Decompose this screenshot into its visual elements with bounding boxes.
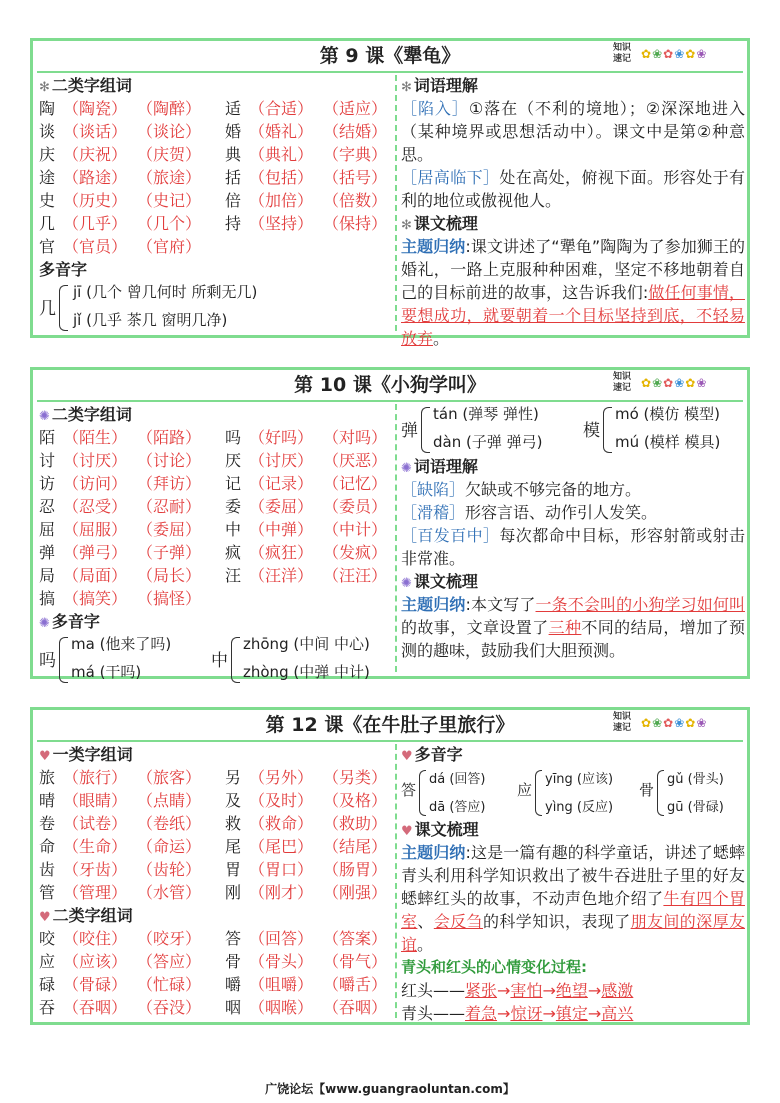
brace-icon — [231, 637, 240, 683]
word-group: （咽喉） — [249, 998, 314, 1017]
polyphone-reading: yīng (应该) — [545, 772, 614, 787]
character: 旅 — [39, 768, 56, 787]
word-group: （及格） — [323, 791, 388, 810]
word-group: （肠胃） — [323, 860, 388, 879]
character: 弹 — [39, 543, 56, 562]
deco-badge — [613, 43, 741, 69]
word-row — [39, 812, 391, 835]
word-group: （括号） — [323, 168, 388, 187]
word-group: （吞咽） — [323, 998, 388, 1017]
word-group: （官府） — [137, 237, 202, 256]
word-group: （谈论） — [137, 122, 202, 141]
word-group: （卷纸） — [137, 814, 202, 833]
word-group: （搞怪） — [137, 589, 202, 608]
section-heading: ✻ 二类字组词 — [39, 76, 132, 95]
word-group: （委员） — [323, 497, 388, 516]
section-heading: ✻ 词语理解 — [401, 76, 478, 95]
polyphone-char: 弹 — [401, 421, 418, 441]
word-row — [39, 166, 391, 189]
word-group: （弹弓） — [63, 543, 128, 562]
brace-icon — [419, 770, 426, 816]
character: 厌 — [225, 451, 242, 470]
word-group: （谈话） — [63, 122, 128, 141]
character: 访 — [39, 474, 56, 493]
character: 卷 — [39, 814, 56, 833]
word-group: （吞咽） — [63, 998, 128, 1017]
word-group-list — [39, 766, 391, 904]
word-row — [39, 426, 391, 449]
word-group-list — [39, 97, 391, 258]
word-group: （几乎） — [63, 214, 128, 233]
word-group-list — [39, 426, 391, 610]
polyphone-reading: tán (弹琴 弹性) — [433, 405, 539, 423]
lesson-10-title: 第 10 课《小狗学叫》 — [294, 374, 486, 396]
word-row — [39, 518, 391, 541]
word-row — [39, 587, 391, 610]
arrow-icon: → — [542, 1004, 556, 1023]
word-group: （救命） — [249, 814, 314, 833]
word-group: （旅客） — [137, 768, 202, 787]
word-group: （尾巴） — [249, 837, 314, 856]
green-head-mood-row: 青头——着急→惊讶→镇定→高兴 — [401, 1004, 634, 1023]
brace-icon — [59, 285, 68, 331]
word-group: （管理） — [63, 883, 128, 902]
character: 记 — [225, 474, 242, 493]
polyphone-reading: dá (回答) — [429, 772, 486, 787]
section-heading: ♥ 二类字组词 — [39, 906, 133, 925]
mood-heading: 青头和红头的心情变化过程: — [401, 958, 587, 976]
word-group: （嚼舌） — [323, 975, 388, 994]
polyphone-reading: dā (答应) — [429, 800, 486, 815]
sun-icon: ✺ — [39, 616, 50, 631]
word-group: （讨厌） — [63, 451, 128, 470]
word-row — [39, 235, 391, 258]
word-group: （记录） — [249, 474, 314, 493]
word-group: （齿轮） — [137, 860, 202, 879]
word-group-list — [39, 927, 391, 1019]
character: 答 — [225, 929, 242, 948]
flower-decoration-icon: ✿❀✿❀✿❀ — [641, 716, 708, 730]
polyphone-reading: zhòng (中弹 中计) — [243, 663, 370, 681]
word-group: （应该） — [63, 952, 128, 971]
polyphone-char: 骨 — [639, 781, 655, 799]
character: 忍 — [39, 497, 56, 516]
lesson-10-card — [30, 367, 750, 679]
word-group: （合适） — [249, 99, 314, 118]
word-group: （刚强） — [323, 883, 388, 902]
character: 咬 — [39, 929, 56, 948]
word-group: （拜访） — [137, 474, 202, 493]
character: 途 — [39, 168, 56, 187]
polyphone-char: 应 — [517, 781, 533, 799]
flower-icon: ♥ — [39, 910, 51, 925]
vocab-entry: ［居高临下］处在高处，俯视下面。形容处于有利的地位或傲视他人。 — [401, 168, 745, 210]
word-group: （旅行） — [63, 768, 128, 787]
word-group: （骨头） — [249, 952, 314, 971]
arrow-icon: → — [497, 1004, 511, 1023]
word-row — [39, 472, 391, 495]
word-group: （陌生） — [63, 428, 128, 447]
title-underline — [37, 740, 743, 742]
character: 救 — [225, 814, 242, 833]
polyphone-reading: má (干吗) — [71, 663, 142, 681]
lesson-12-right-column — [401, 743, 745, 1025]
lesson-9-title: 第 9 课《犟龟》 — [319, 45, 461, 67]
word-group: （旅途） — [137, 168, 202, 187]
wheat-icon: ✻ — [401, 80, 412, 95]
word-group: （汪汪） — [323, 566, 388, 585]
theme-summary: 主题归纳:这是一篇有趣的科学童话，讲述了蟋蟀青头利用科学知识救出了被牛吞进肚子里的好友蟋蟀红头的故事，不动声色地介绍了牛有四个胃室、会反刍的科学知识，表现了朋友间的深厚友谊。 — [401, 843, 745, 954]
character: 委 — [225, 497, 242, 516]
character: 典 — [225, 145, 242, 164]
character: 史 — [39, 191, 56, 210]
word-group: （几个） — [137, 214, 202, 233]
word-group: （包括） — [249, 168, 314, 187]
section-heading: 多音字 — [39, 260, 88, 279]
word-group: （结婚） — [323, 122, 388, 141]
character: 几 — [39, 214, 56, 233]
brace-icon — [657, 770, 664, 816]
word-group: （胃口） — [249, 860, 314, 879]
character: 婚 — [225, 122, 242, 141]
theme-summary: 主题归纳:本文写了一条不会叫的小狗学习如何叫的故事，文章设置了三种不同的结局，增加了预测的趣味，鼓励我们大胆预测。 — [401, 595, 745, 660]
word-row — [39, 950, 391, 973]
title-underline — [37, 71, 743, 73]
polyphone-char: 中 — [211, 651, 228, 671]
word-group: （救助） — [323, 814, 388, 833]
word-row — [39, 189, 391, 212]
word-group: （结尾） — [323, 837, 388, 856]
character: 谈 — [39, 122, 56, 141]
word-group: （陶醉） — [137, 99, 202, 118]
polyphone-reading: jī (几个 曾几何时 所剩无几) — [73, 283, 258, 301]
deco-badge — [613, 712, 741, 738]
brace-icon — [535, 770, 542, 816]
character: 应 — [39, 952, 56, 971]
word-group: （记忆） — [323, 474, 388, 493]
arrow-icon: → — [587, 1004, 602, 1023]
word-group: （咀嚼） — [249, 975, 314, 994]
character: 庆 — [39, 145, 56, 164]
section-heading: ♥ 一类字组词 — [39, 745, 133, 764]
character: 局 — [39, 566, 56, 585]
word-group: （疯狂） — [249, 543, 314, 562]
character: 吞 — [39, 998, 56, 1017]
character: 齿 — [39, 860, 56, 879]
word-group: （骨碌） — [63, 975, 128, 994]
word-group: （局长） — [137, 566, 202, 585]
word-group: （庆祝） — [63, 145, 128, 164]
word-group: （另外） — [249, 768, 314, 787]
word-group: （好吗） — [249, 428, 314, 447]
character: 另 — [225, 768, 242, 787]
polyphone-group — [401, 766, 745, 818]
brace-icon — [603, 407, 612, 453]
flower-icon: ♥ — [39, 749, 51, 764]
section-heading: ♥ 多音字 — [401, 745, 463, 764]
character: 倍 — [225, 191, 242, 210]
sun-icon: ✺ — [401, 461, 412, 476]
word-group: （忍耐） — [137, 497, 202, 516]
flower-decoration-icon: ✿❀✿❀✿❀ — [641, 376, 708, 390]
word-row — [39, 97, 391, 120]
word-group: （忙碌） — [137, 975, 202, 994]
word-group: （子弹） — [137, 543, 202, 562]
polyphone-reading: gǔ (骨头) — [667, 772, 724, 787]
deco-badge — [613, 372, 741, 398]
word-group: （答应） — [137, 952, 202, 971]
word-group: （婚礼） — [249, 122, 314, 141]
deco-label: 知识速记 — [613, 712, 632, 733]
section-heading: ✺ 词语理解 — [401, 457, 478, 476]
word-group: （发疯） — [323, 543, 388, 562]
character: 讨 — [39, 451, 56, 470]
character: 命 — [39, 837, 56, 856]
lesson-10-right-column — [401, 403, 745, 662]
word-group: （回答） — [249, 929, 314, 948]
word-row — [39, 143, 391, 166]
arrow-icon: → — [497, 981, 511, 1000]
word-group: （牙齿） — [63, 860, 128, 879]
word-group: （中计） — [323, 520, 388, 539]
word-row — [39, 564, 391, 587]
character: 屈 — [39, 520, 56, 539]
theme-summary: 主题归纳:课文讲述了“犟龟”陶陶为了参加狮王的婚礼，一路上克服种种困难，坚定不移地朝着自己的目标前进的故事，这告诉我们:做任何事情，要想成功，就要朝着一个目标坚持到底，不轻易放弃。 — [401, 237, 745, 348]
word-group: （中弹） — [249, 520, 314, 539]
character: 胃 — [225, 860, 242, 879]
section-heading: ✺ 多音字 — [39, 612, 100, 631]
polyphone-reading: dàn (子弹 弹弓) — [433, 433, 543, 451]
word-group: （适应） — [323, 99, 388, 118]
sun-icon: ✺ — [401, 576, 412, 591]
character: 持 — [225, 214, 242, 233]
vocab-entry: ［缺陷］欠缺或不够完备的地方。 — [401, 480, 642, 499]
polyphone-group — [39, 281, 391, 333]
red-head-mood-row: 红头——紧张→害怕→绝望→感激 — [401, 981, 634, 1000]
lesson-9-card — [30, 38, 750, 348]
word-group: （访问） — [63, 474, 128, 493]
word-group: （局面） — [63, 566, 128, 585]
word-row — [39, 927, 391, 950]
wheat-icon: ✻ — [39, 80, 50, 95]
section-heading: ✻ 课文梳理 — [401, 214, 478, 233]
word-row — [39, 495, 391, 518]
polyphone-reading: ma (他来了吗) — [71, 635, 172, 653]
polyphone-char: 吗 — [39, 651, 56, 671]
lesson-10-left-column — [39, 403, 391, 685]
character: 陶 — [39, 99, 56, 118]
character: 尾 — [225, 837, 242, 856]
deco-label: 知识速记 — [613, 372, 632, 393]
word-group: （陌路） — [137, 428, 202, 447]
footer-credit: 广饶论坛【www.guangraoluntan.com】 — [265, 1082, 515, 1096]
word-row — [39, 789, 391, 812]
lesson-9-right-column — [401, 74, 745, 350]
word-group: （另类） — [323, 768, 388, 787]
word-group: （委屈） — [249, 497, 314, 516]
polyphone-group — [39, 633, 391, 685]
character: 陌 — [39, 428, 56, 447]
title-underline — [37, 400, 743, 402]
word-group: （骨气） — [323, 952, 388, 971]
word-row — [39, 766, 391, 789]
lesson-12-left-column — [39, 743, 391, 1019]
polyphone-char: 几 — [39, 299, 56, 319]
word-group: （典礼） — [249, 145, 314, 164]
character: 刚 — [225, 883, 242, 902]
lesson-12-card — [30, 707, 750, 1025]
polyphone-reading: jǐ (几乎 茶几 窗明几净) — [73, 311, 228, 329]
lesson-12-title: 第 12 课《在牛肚子里旅行》 — [265, 714, 515, 736]
polyphone-reading: yìng (反应) — [545, 800, 614, 815]
flower-icon: ♥ — [401, 824, 413, 839]
word-row — [39, 120, 391, 143]
polyphone-reading: mú (模样 模具) — [615, 433, 721, 451]
character: 汪 — [225, 566, 242, 585]
polyphone-char: 答 — [401, 781, 417, 799]
polyphone-reading: zhōng (中间 中心) — [243, 635, 370, 653]
character: 管 — [39, 883, 56, 902]
flower-decoration-icon: ✿❀✿❀✿❀ — [641, 47, 708, 61]
word-group: （生命） — [63, 837, 128, 856]
word-group: （加倍） — [249, 191, 314, 210]
word-group: （眼睛） — [63, 791, 128, 810]
polyphone-reading: gū (骨碌) — [667, 800, 724, 815]
word-row — [39, 449, 391, 472]
character: 适 — [225, 99, 242, 118]
word-group: （点睛） — [137, 791, 202, 810]
word-group: （厌恶） — [323, 451, 388, 470]
section-heading: ✺ 二类字组词 — [39, 405, 132, 424]
lesson-9-left-column — [39, 74, 391, 333]
polyphone-char: 模 — [583, 421, 600, 441]
character: 吗 — [225, 428, 242, 447]
word-group: （字典） — [323, 145, 388, 164]
word-group: （命运） — [137, 837, 202, 856]
polyphone-group — [401, 403, 745, 455]
word-row — [39, 858, 391, 881]
brace-icon — [59, 637, 68, 683]
vocab-entry: ［百发百中］每次都命中目标，形容射箭或射击非常准。 — [401, 526, 745, 568]
character: 咽 — [225, 998, 242, 1017]
word-row — [39, 541, 391, 564]
character: 及 — [225, 791, 242, 810]
word-row — [39, 996, 391, 1019]
character: 官 — [39, 237, 56, 256]
deco-label: 知识速记 — [613, 43, 632, 64]
word-group: （坚持） — [249, 214, 314, 233]
word-group: （吞没） — [137, 998, 202, 1017]
word-group: （官员） — [63, 237, 128, 256]
polyphone-reading: mó (模仿 模型) — [615, 405, 721, 423]
word-group: （对吗） — [323, 428, 388, 447]
word-group: （咬牙） — [137, 929, 202, 948]
word-group: （屈服） — [63, 520, 128, 539]
brace-icon — [421, 407, 430, 453]
word-group: （试卷） — [63, 814, 128, 833]
word-group: （委屈） — [137, 520, 202, 539]
word-group: （讨论） — [137, 451, 202, 470]
word-group: （庆贺） — [137, 145, 202, 164]
word-group: （史记） — [137, 191, 202, 210]
word-group: （搞笑） — [63, 589, 128, 608]
word-group: （讨厌） — [249, 451, 314, 470]
word-group: （水管） — [137, 883, 202, 902]
word-group: （陶瓷） — [63, 99, 128, 118]
word-group: （路途） — [63, 168, 128, 187]
word-group: （倍数） — [323, 191, 388, 210]
word-row — [39, 881, 391, 904]
character: 括 — [225, 168, 242, 187]
word-group: （历史） — [63, 191, 128, 210]
character: 骨 — [225, 952, 242, 971]
word-group: （保持） — [323, 214, 388, 233]
flower-icon: ♥ — [401, 749, 413, 764]
arrow-icon: → — [587, 981, 602, 1000]
character: 嚼 — [225, 975, 242, 994]
word-group: （汪洋） — [249, 566, 314, 585]
word-group: （忍受） — [63, 497, 128, 516]
character: 碌 — [39, 975, 56, 994]
word-row — [39, 973, 391, 996]
word-group: （答案） — [323, 929, 388, 948]
vocab-entry: ［滑稽］形容言语、动作引人发笑。 — [401, 503, 658, 522]
wheat-icon: ✻ — [401, 218, 412, 233]
vocab-entry: ［陷入］①落在（不利的境地）；②深深地进入（某种境界或思想活动中）。课文中是第②种意思。 — [401, 99, 745, 164]
character: 晴 — [39, 791, 56, 810]
word-row — [39, 212, 391, 235]
sun-icon: ✺ — [39, 409, 50, 424]
character: 搞 — [39, 589, 56, 608]
word-row — [39, 835, 391, 858]
section-heading: ♥ 课文梳理 — [401, 820, 479, 839]
word-group: （咬住） — [63, 929, 128, 948]
word-group: （刚才） — [249, 883, 314, 902]
character: 疯 — [225, 543, 242, 562]
character: 中 — [225, 520, 242, 539]
section-heading: ✺ 课文梳理 — [401, 572, 478, 591]
arrow-icon: → — [542, 981, 556, 1000]
word-group: （及时） — [249, 791, 314, 810]
